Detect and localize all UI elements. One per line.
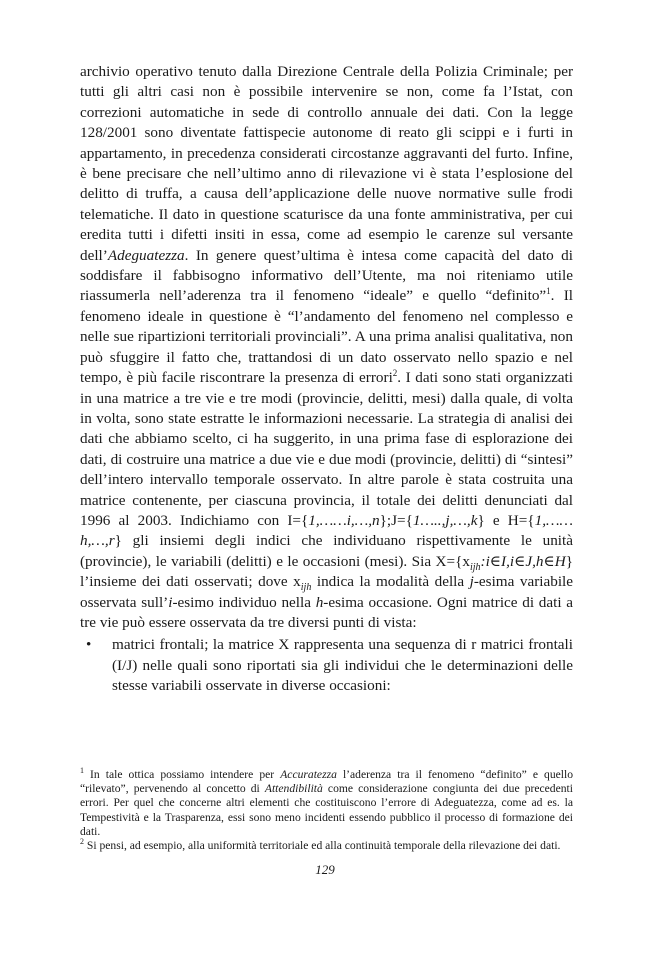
set-notation: } e H={ [477,511,535,529]
list-item [80,635,573,696]
subscript-ijh: ijh [469,561,481,573]
footnote-ref-1[interactable]: 1 [546,286,551,297]
text-segment: indica la modalità della [311,573,470,591]
text-segment: come considerazione congiunta dei due precedenti errori. Per quel che concerne altri elementi che costituiscono l’errore di Adeguatezza, come ad es. la Tempestività e la Trasparenza, essi sono meno incidenti essendo pubblico il processo di formazione dei dati. [80,782,573,838]
set-notation: 1,……h,…,r [80,511,574,550]
set-notation: 1…..,j,…,k [412,511,478,529]
variable-j: j [469,573,474,591]
text-segment: -esimo individuo nella [172,593,316,611]
variable-i: i [168,593,173,611]
set-notation: 1,……i,…,n [308,511,380,529]
page-number: 129 [315,862,335,877]
term-adeguatezza: Adeguatezza [107,246,185,264]
set-notation: :i∈I,i∈J,h∈H [480,552,566,570]
text-segment: Si pensi, ad esempio, alla uniformità territoriale ed alla continuità temporale della rilevazione dei dati. [84,839,561,853]
bullet-list [80,635,573,696]
subscript-ijh: ijh [300,582,312,594]
text-segment: . Il fenomeno ideale in questione è “l’andamento del fenomeno nel complesso e nelle sue ripartizioni territoriali provinciali”. A una prima analisi qualitativa, non può sfuggire il fatto che, trattandosi di un dato osservato nello spazio e nel tempo, è più facile riscontrare la presenza di errori [80,287,573,387]
text-segment: . In genere quest’ultima è intesa come capacità del dato di soddisfare il fabbisogno informativo dell’Utente, ma noi riteniamo utile riassumerla nell’aderenza tra il fenomeno “ideale” e quello “definito” [80,246,573,305]
body-paragraph [80,62,573,633]
variable-h: h [315,593,324,611]
text-segment: archivio operativo tenuto dalla Direzione Centrale della Polizia Criminale; per tutti gli altri casi non è possibile intervenire se non, come fa l’Istat, con correzioni automatiche in sede di controllo annuale dei dati. Con la legge 128/2001 sono diventate fattispecie autonome di reato gli scippi e i furti in appartamento, in precedenza considerati circostanze aggravanti del furto. Infine, è bene precisare che nell’ultimo anno di rilevazione vi è stata l’esplosione del delitto di truffa, a causa dell’applicazione delle nuove normative sulle frodi telematiche. Il dato in questione scaturisce da una fonte amministrativa, per cui eredita tutti i difetti insiti in essa, come ad esempio le carenze sul versante dell’ [80,63,573,264]
set-notation: I={ [287,511,309,529]
text-segment: } gli insiemi degli indici che individuano rispettivamente le unità (provincie), le variabili (delitti) e le occasioni (mesi). Sia X={x [80,532,573,570]
text-segment: . I dati sono stati organizzati in una matrice a tre vie e tre modi (provincie, delitti, mesi) dalla quale, di volta in volta, sono state estratte le informazioni necessarie. La strategia di analisi dei dati che abbiamo scelto, ci ha suggerito, in una prima fase di esplorazione dei dati, di costruire una matrice a due vie e due modi (provincie, delitti) di “sintesi” dell’intero intervallo temporale osservato. In altre parole è stata costruita una matrice contenente, per ciascuna provincia, il totale dei delitti denunciati dal 1996 al 2003. Indichiamo con [80,369,573,529]
footnote-1 [80,768,573,839]
term-accuratezza: Accuratezza [280,768,337,781]
text-segment: -esima variabile osservata sull’ [80,573,574,611]
footnote-number: 2 [80,837,84,847]
text-segment: -esima occasione. Ogni matrice di dati a tre vie può essere osservata da tre diversi punti di vista: [80,593,573,631]
footnote-number: 1 [80,766,84,776]
footnote-2 [80,839,573,853]
footnotes-section [80,768,573,853]
bullet-icon: • [86,636,92,654]
text-segment: In tale ottica possiamo intendere per [84,768,281,781]
term-attendibilita: Attendibilità [264,782,323,796]
main-text-block [80,62,573,697]
text-segment: } l’insieme dei dati osservati; dove x [80,552,573,591]
set-notation: };J={ [379,511,413,529]
bullet-text: matrici frontali; la matrice X rappresenta una sequenza di r matrici frontali (I/J) nelle quali sono riportati sia gli individui che le determinazioni delle stesse variabili osservate in diverse occasioni: [112,636,573,695]
text-segment: l’aderenza tra il fenomeno “definito” e quello “rilevato”, pervenendo al concetto di [80,768,573,796]
footnote-ref-2[interactable]: 2 [392,368,398,379]
